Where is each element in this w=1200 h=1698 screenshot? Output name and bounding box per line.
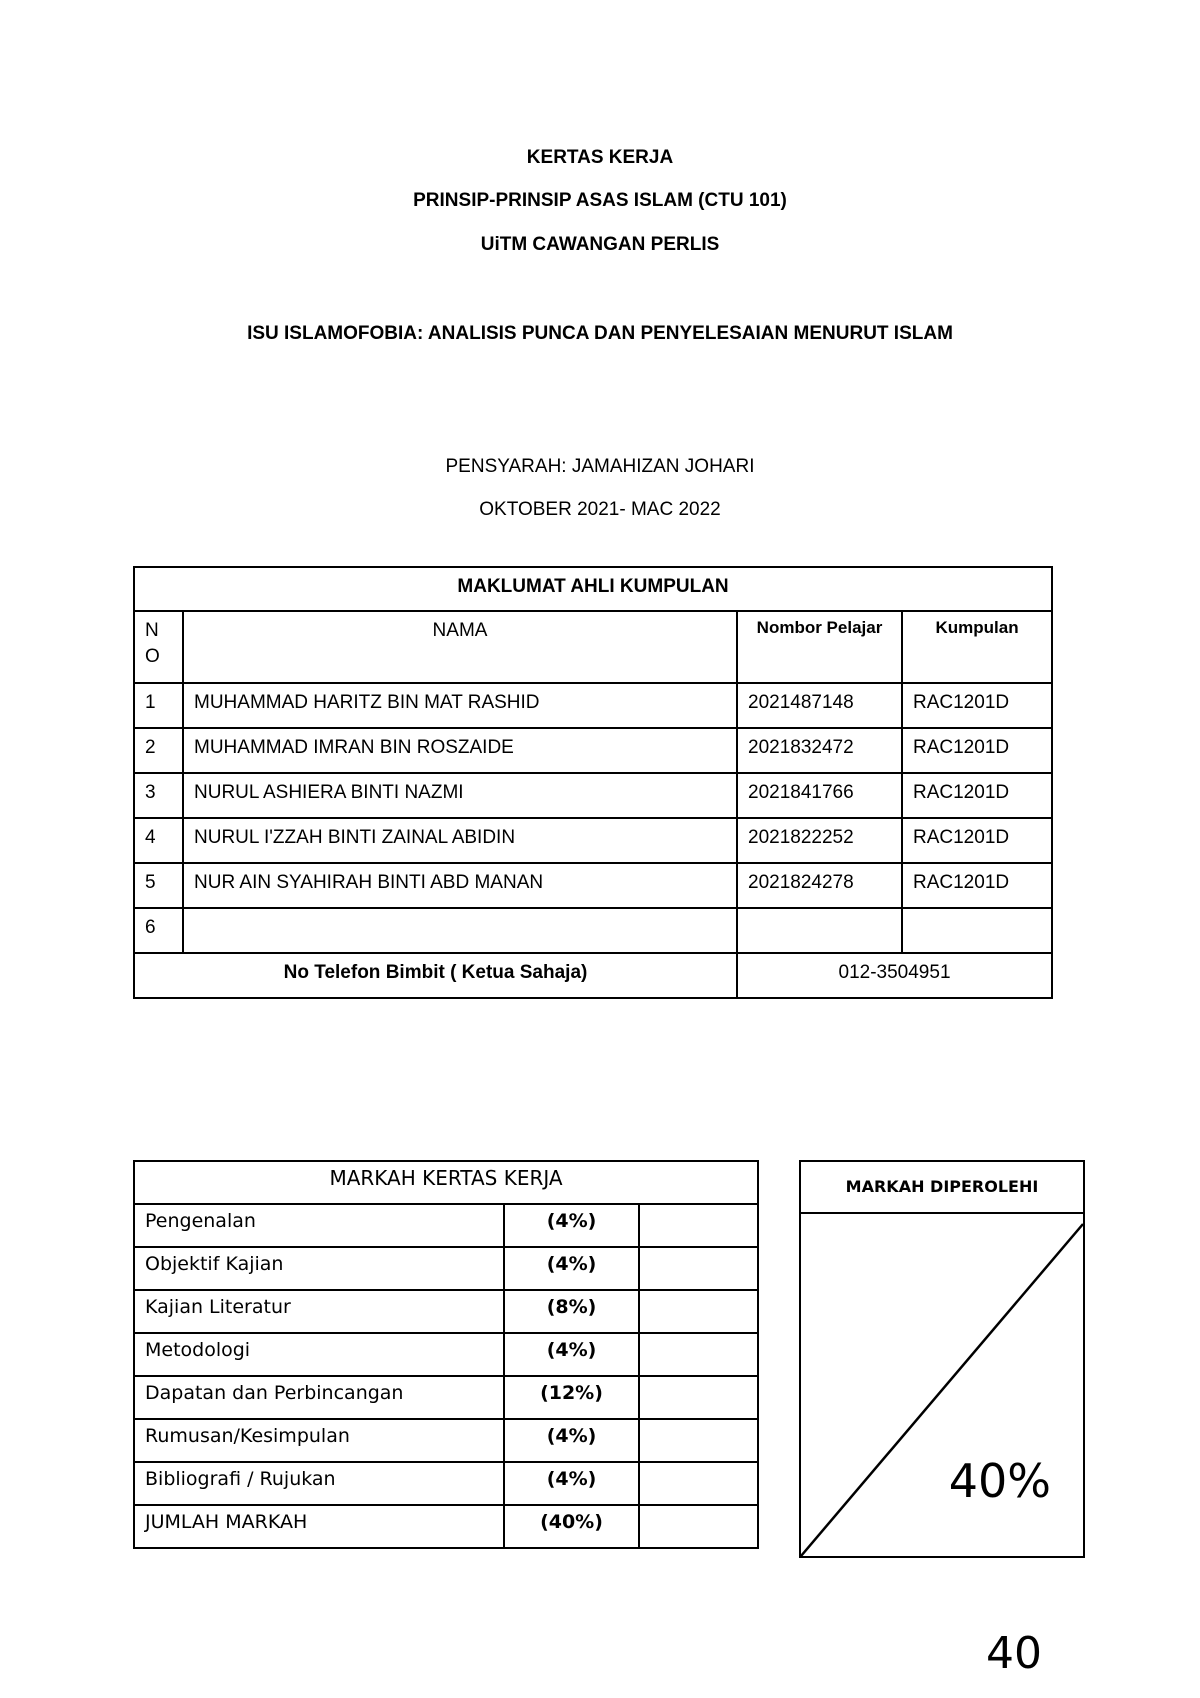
criteria-label: Metodologi — [134, 1333, 504, 1376]
marks-row — [134, 1462, 758, 1505]
marks-row — [134, 1419, 758, 1462]
criteria-label: Kajian Literatur — [134, 1290, 504, 1333]
row-no: 4 — [134, 818, 183, 863]
criteria-label: Dapatan dan Perbincangan — [134, 1376, 504, 1419]
criteria-label: Pengenalan — [134, 1204, 504, 1247]
marks-obtained-value: 40% — [948, 1454, 1051, 1508]
criteria-weight: (40%) — [504, 1505, 639, 1548]
header-name: NAMA — [183, 611, 737, 683]
criteria-score — [639, 1462, 758, 1505]
row-no: 1 — [134, 683, 183, 728]
row-no: 3 — [134, 773, 183, 818]
row-group: RAC1201D — [902, 818, 1052, 863]
marks-table — [133, 1160, 759, 1549]
marks-obtained-title: MARKAH DIPEROLEHI — [801, 1162, 1083, 1214]
row-student-no: 2021841766 — [737, 773, 902, 818]
header-no: N O — [134, 611, 183, 683]
header-student-no: Nombor Pelajar — [737, 611, 902, 683]
table-row — [134, 863, 1052, 908]
table-row — [134, 818, 1052, 863]
criteria-score — [639, 1376, 758, 1419]
row-name: NURUL I'ZZAH BINTI ZAINAL ABIDIN — [183, 818, 737, 863]
page-number: 40 — [986, 1628, 1042, 1679]
criteria-label: Objektif Kajian — [134, 1247, 504, 1290]
criteria-weight: (4%) — [504, 1333, 639, 1376]
criteria-label: JUMLAH MARKAH — [134, 1505, 504, 1548]
criteria-weight: (8%) — [504, 1290, 639, 1333]
header-group: Kumpulan — [902, 611, 1052, 683]
criteria-score — [639, 1333, 758, 1376]
marks-table-title: MARKAH KERTAS KERJA — [134, 1161, 758, 1204]
row-name: MUHAMMAD IMRAN BIN ROSZAIDE — [183, 728, 737, 773]
row-group: RAC1201D — [902, 773, 1052, 818]
table-row — [134, 728, 1052, 773]
row-group: RAC1201D — [902, 683, 1052, 728]
phone-value: 012-3504951 — [737, 953, 1052, 998]
criteria-score — [639, 1247, 758, 1290]
table-row — [134, 683, 1052, 728]
marks-row — [134, 1505, 758, 1548]
marks-row — [134, 1290, 758, 1333]
session-line: OKTOBER 2021- MAC 2022 — [479, 499, 721, 520]
criteria-label: Rumusan/Kesimpulan — [134, 1419, 504, 1462]
marks-row — [134, 1376, 758, 1419]
row-student-no: 2021822252 — [737, 818, 902, 863]
criteria-weight: (4%) — [504, 1204, 639, 1247]
header-title: KERTAS KERJA — [526, 147, 674, 168]
criteria-weight: (4%) — [504, 1462, 639, 1505]
marks-row — [134, 1247, 758, 1290]
row-name: NUR AIN SYAHIRAH BINTI ABD MANAN — [183, 863, 737, 908]
row-student-no — [737, 908, 902, 953]
table-row — [134, 908, 1052, 953]
header-course: PRINSIP-PRINSIP ASAS ISLAM (CTU 101) — [413, 190, 787, 211]
criteria-score — [639, 1419, 758, 1462]
row-no: 6 — [134, 908, 183, 953]
lecturer-line: PENSYARAH: JAMAHIZAN JOHARI — [445, 456, 755, 477]
criteria-weight: (12%) — [504, 1376, 639, 1419]
row-no: 5 — [134, 863, 183, 908]
marks-obtained-box — [799, 1160, 1085, 1558]
row-student-no: 2021824278 — [737, 863, 902, 908]
criteria-label: Bibliografi / Rujukan — [134, 1462, 504, 1505]
row-no: 2 — [134, 728, 183, 773]
criteria-score — [639, 1204, 758, 1247]
table-row — [134, 773, 1052, 818]
row-group: RAC1201D — [902, 728, 1052, 773]
member-info-table — [133, 566, 1053, 999]
member-table-title: MAKLUMAT AHLI KUMPULAN — [134, 567, 1052, 611]
marks-row — [134, 1333, 758, 1376]
header-campus: UiTM CAWANGAN PERLIS — [480, 234, 720, 255]
row-name: MUHAMMAD HARITZ BIN MAT RASHID — [183, 683, 737, 728]
criteria-weight: (4%) — [504, 1419, 639, 1462]
row-group — [902, 908, 1052, 953]
criteria-score — [639, 1290, 758, 1333]
topic-title: ISU ISLAMOFOBIA: ANALISIS PUNCA DAN PENYELESAIAN MENURUT ISLAM — [247, 323, 953, 344]
criteria-score — [639, 1505, 758, 1548]
phone-label: No Telefon Bimbit ( Ketua Sahaja) — [134, 953, 737, 998]
row-student-no: 2021487148 — [737, 683, 902, 728]
row-group: RAC1201D — [902, 863, 1052, 908]
marks-row — [134, 1204, 758, 1247]
row-student-no: 2021832472 — [737, 728, 902, 773]
criteria-weight: (4%) — [504, 1247, 639, 1290]
row-name — [183, 908, 737, 953]
row-name: NURUL ASHIERA BINTI NAZMI — [183, 773, 737, 818]
